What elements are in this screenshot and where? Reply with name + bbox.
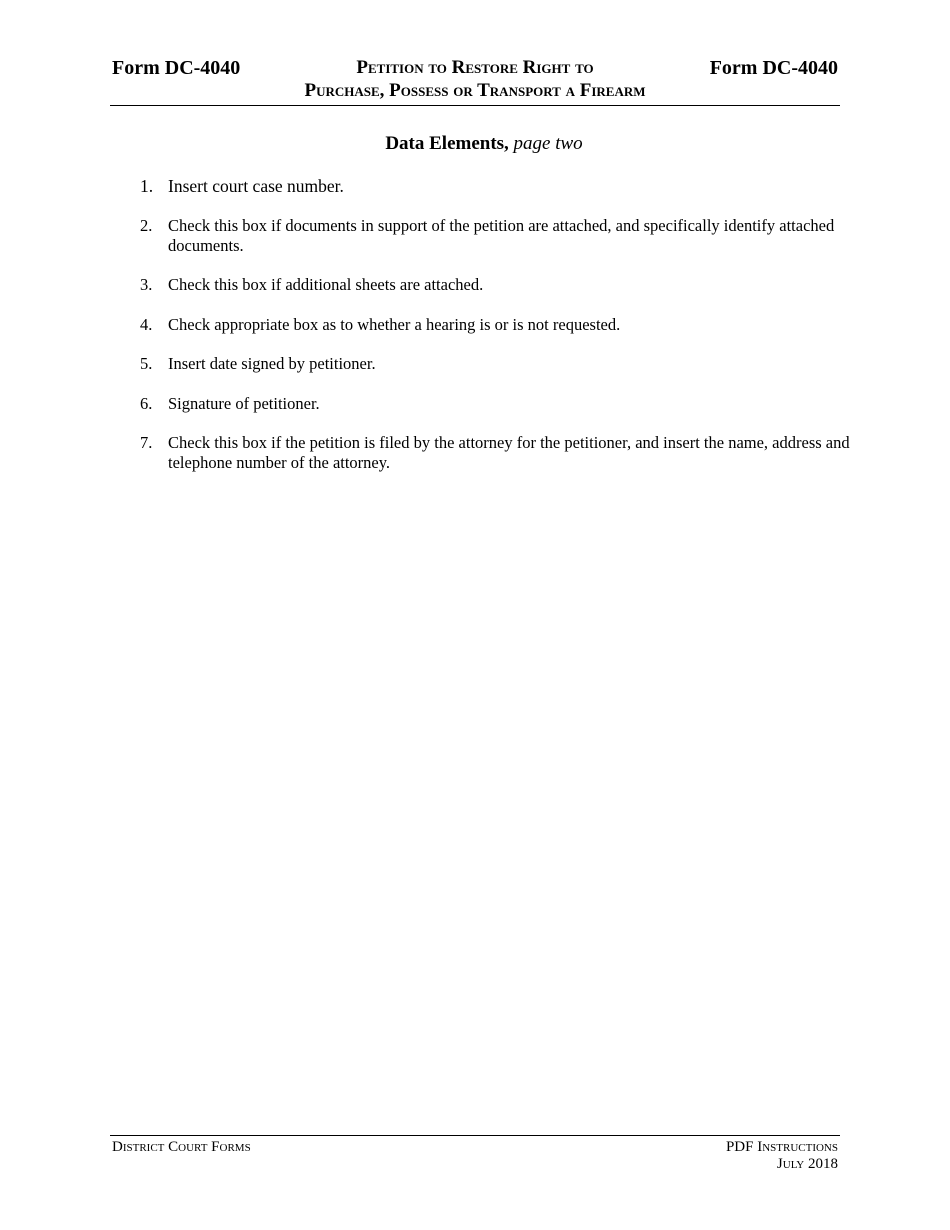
list-item-number: 7. [140,433,153,452]
list-item [135,354,850,374]
list-item [135,216,850,256]
footer-left: District Court Forms [112,1139,251,1155]
form-id-right: Form DC-4040 [709,57,838,79]
list-item-text: Check this box if additional sheets are attached. [168,275,484,294]
document-title-line-2: Purchase, Possess or Transport a Firearm [304,80,646,101]
list-item-number: 1. [140,176,154,196]
footer-right-line-2: July 2018 [776,1156,838,1172]
list-item-text: Check this box if documents in support of the petition are attached, and specifically identify attached documents. [168,215,835,255]
list-item-number: 3. [140,275,153,294]
section-heading [0,132,950,156]
footer-right-line-1: PDF Instructions [725,1139,838,1155]
list-item [135,275,850,295]
list-item-number: 2. [140,215,153,235]
list-item [135,315,850,335]
section-heading-italic: page two [513,133,583,154]
list-item-text: Signature of petitioner. [168,393,320,413]
list-item-number: 5. [140,354,153,373]
list-item [135,176,850,196]
page-footer [110,1135,840,1172]
list-item-text: Check this box if the petition is filed by the attorney for the petitioner, and insert the name, address and telephone number of the attorney. [168,433,850,472]
data-elements-list [135,176,850,493]
list-item-text: Check appropriate box as to whether a hearing is or is not requested. [168,314,621,334]
footer-right [726,1139,838,1173]
document-title [230,56,720,102]
page-header [110,56,840,106]
list-item-text: Insert court case number. [168,176,344,196]
list-item-number: 4. [140,314,153,334]
list-item [135,394,850,414]
list-item-number: 6. [140,393,153,413]
list-item-text: Insert date signed by petitioner. [168,354,376,373]
document-title-line-1: Petition to Restore Right to [356,57,594,78]
list-item [135,433,850,473]
section-heading-bold: Data Elements, [385,133,509,154]
form-id-left: Form DC-4040 [112,57,241,79]
